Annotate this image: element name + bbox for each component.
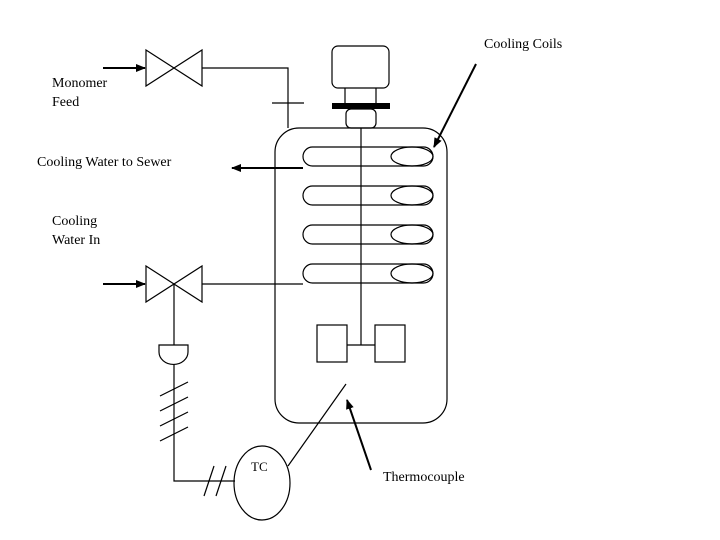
monomer-feed-pipe [202,68,288,128]
shaft-coupling [346,109,376,128]
tc-label: TC [251,459,268,474]
coil-end [391,186,433,205]
thermocouple-probe [288,384,346,466]
control-signal-line [174,364,235,481]
motor-flange [332,103,390,109]
coil-loop [303,186,433,205]
coil-loop [303,264,433,283]
thermocouple-label: Thermocouple [383,470,465,485]
valve-actuator [159,345,188,364]
cooling-water-in-label-2: Water In [52,233,101,248]
cooling-water-in-label-1: Cooling [52,214,98,229]
coil-loop [303,225,433,244]
impeller-blade-right [375,325,405,362]
impeller-blade-left [317,325,347,362]
cooling-coils [303,147,433,283]
coil-end [391,225,433,244]
cooling-coils-pointer [434,64,476,147]
cooling-water-to-sewer-label: Cooling Water to Sewer [37,155,172,170]
thermocouple-pointer [347,400,371,470]
coil-loop [303,147,433,166]
signal-hash-marks [160,382,226,496]
coil-end [391,147,433,166]
monomer-feed-label-2: Feed [52,95,80,110]
cooling-coils-label: Cooling Coils [484,37,563,52]
monomer-feed-label-1: Monomer [52,76,108,91]
temperature-controller [234,446,290,520]
agitator-motor [332,46,389,88]
coil-end [391,264,433,283]
monomer-feed-valve [146,50,202,86]
